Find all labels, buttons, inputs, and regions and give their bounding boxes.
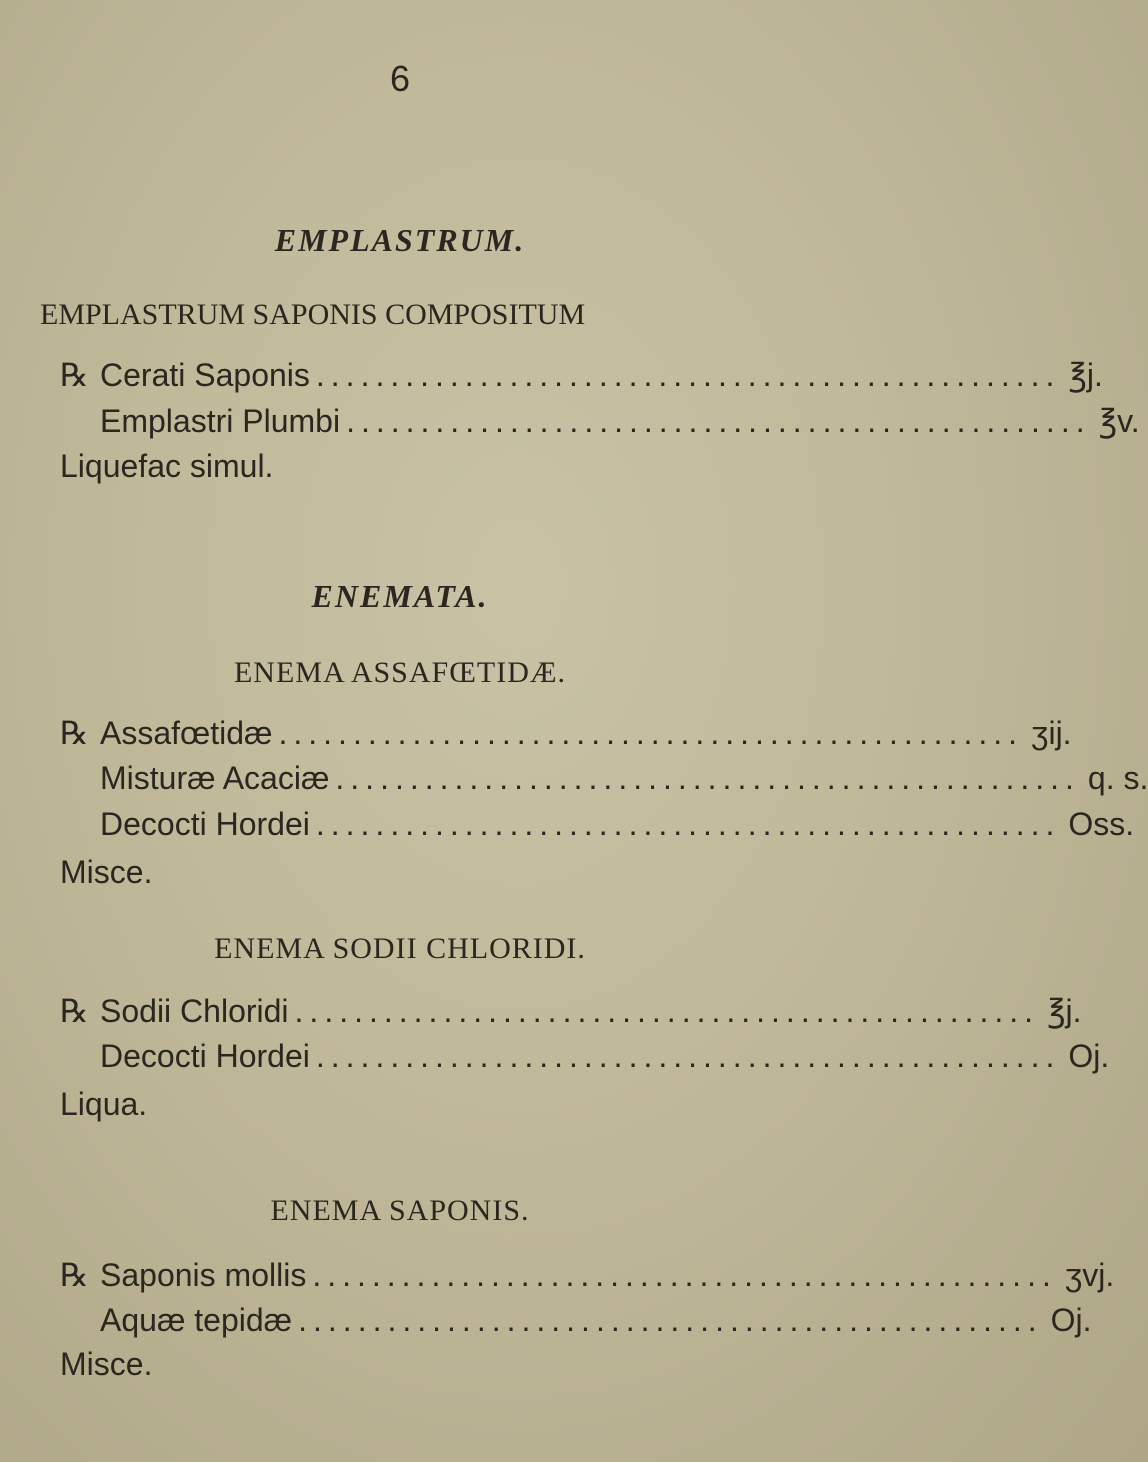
leader-dots: .................................................. [298, 1302, 1043, 1338]
recipe-symbol: ℞ [60, 715, 89, 751]
ingredient-line [100, 806, 1135, 850]
recipe-heading-enema-sodii-chloridi: ENEMA SODII CHLORIDI. [214, 932, 586, 965]
recipe-instruction: Liqua. [60, 1086, 148, 1122]
ingredient-quantity: Oj. [1050, 1302, 1092, 1338]
ingredient-line [60, 356, 1103, 400]
ingredient-line [60, 714, 1072, 758]
recipe-symbol: ℞ [60, 1257, 89, 1293]
ingredient-line [100, 1038, 1110, 1082]
recipe-symbol: ℞ [60, 993, 89, 1029]
page-number: 6 [389, 58, 411, 99]
leader-dots: .................................................. [315, 806, 1061, 842]
leader-dots: .................................................. [312, 1257, 1057, 1293]
recipe-symbol: ℞ [60, 357, 89, 393]
leader-dots: .................................................. [278, 715, 1024, 751]
ingredient-name: Emplastri Plumbi [100, 403, 341, 439]
recipe-instruction: Misce. [60, 1346, 153, 1382]
recipe-heading-enema-assafoetidae: ENEMA ASSAFŒTIDÆ. [233, 656, 567, 689]
ingredient-line [100, 1302, 1092, 1346]
ingredient-name: Sodii Chloridi [100, 993, 289, 1029]
ingredient-line [100, 402, 1140, 446]
leader-dots: .................................................. [315, 1038, 1061, 1074]
ingredient-line [100, 760, 1148, 804]
ingredient-quantity: q. s. [1087, 760, 1148, 796]
ingredient-quantity: ℥v. [1098, 403, 1140, 439]
recipe-heading-enema-saponis: ENEMA SAPONIS. [270, 1194, 530, 1227]
leader-dots: .................................................. [346, 403, 1091, 439]
leader-dots: .................................................. [294, 993, 1040, 1029]
leader-dots: .................................................. [315, 357, 1061, 393]
ingredient-quantity: ʒvj. [1064, 1257, 1115, 1293]
section-title-enemata: ENEMATA. [311, 578, 489, 614]
ingredient-line [60, 1256, 1115, 1300]
ingredient-name: Decocti Hordei [100, 806, 310, 842]
ingredient-name: Decocti Hordei [100, 1038, 310, 1074]
ingredient-name: Aquæ tepidæ [100, 1302, 293, 1338]
ingredient-quantity: ʒij. [1031, 715, 1072, 751]
ingredient-name: Saponis mollis [100, 1257, 307, 1293]
ingredient-name: Misturæ Acaciæ [100, 760, 330, 796]
recipe-instruction: Misce. [60, 854, 153, 890]
ingredient-quantity: ℥j. [1047, 993, 1082, 1029]
ingredient-quantity: Oss. [1068, 806, 1135, 842]
leader-dots: .................................................. [335, 760, 1080, 796]
ingredient-name: Assafœtidæ [100, 715, 273, 751]
ingredient-quantity: Oj. [1068, 1038, 1110, 1074]
section-title-emplastrum: EMPLASTRUM. [274, 222, 526, 258]
ingredient-name: Cerati Saponis [100, 357, 310, 393]
ingredient-line [60, 992, 1082, 1036]
recipe-heading-emplastrum-saponis: EMPLASTRUM SAPONIS COMPOSITUM [40, 298, 586, 331]
ingredient-quantity: ℥j. [1068, 357, 1103, 393]
recipe-instruction: Liquefac simul. [60, 448, 274, 484]
